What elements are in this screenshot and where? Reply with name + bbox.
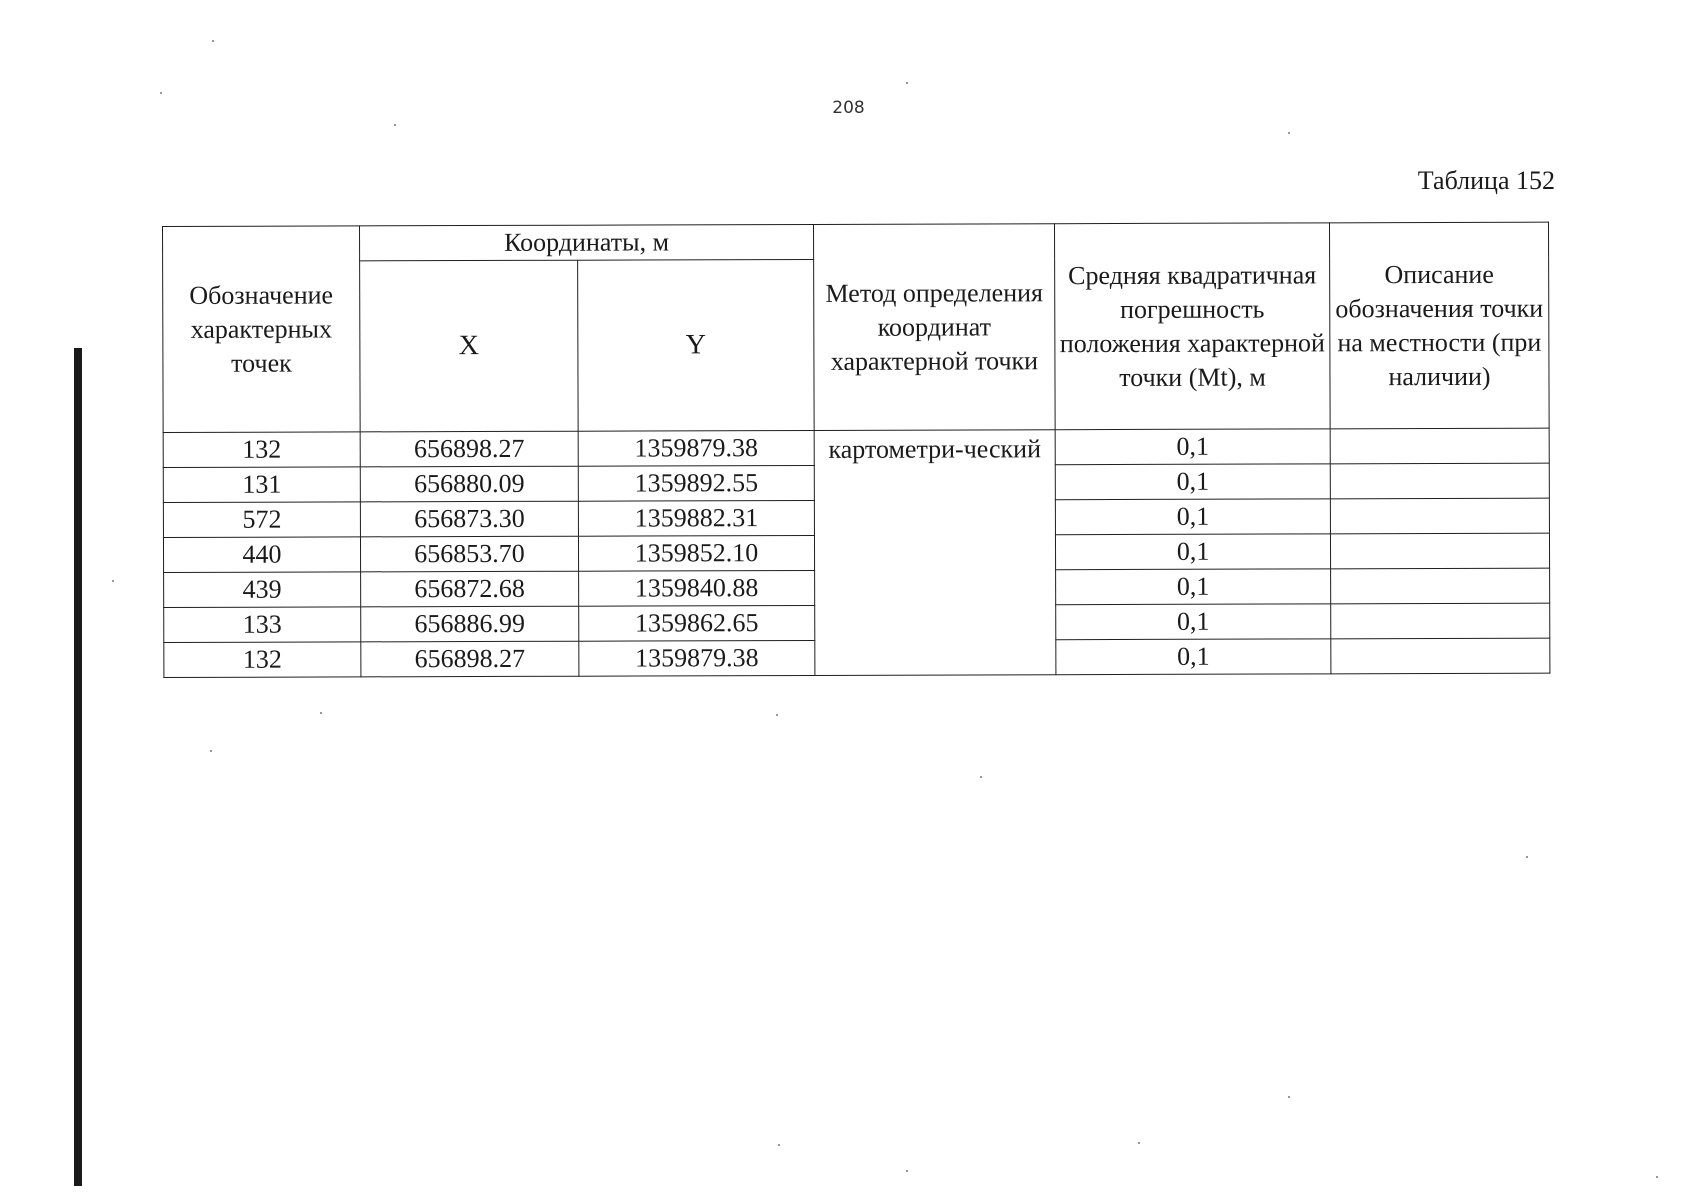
cell-y: 1359852.10 <box>578 535 814 571</box>
scan-speck <box>320 712 322 714</box>
cell-error: 0,1 <box>1055 464 1330 500</box>
scan-speck <box>212 40 214 42</box>
table-caption: Таблица 152 <box>1417 166 1555 195</box>
scan-speck <box>778 1144 780 1146</box>
header-description: Описание обозначения точки на местности (при наличии) <box>1330 222 1550 429</box>
scan-speck <box>210 750 212 752</box>
cell-description <box>1331 568 1550 604</box>
cell-point: 439 <box>164 572 361 608</box>
cell-y: 1359882.31 <box>578 500 814 536</box>
cell-method: картометри-ческий <box>814 430 1056 676</box>
scan-speck <box>1656 1176 1658 1178</box>
header-y: Y <box>578 259 815 431</box>
cell-description <box>1330 428 1549 464</box>
header-x: X <box>360 260 579 432</box>
cell-description <box>1330 533 1549 569</box>
cell-error: 0,1 <box>1056 569 1331 605</box>
cell-x: 656886.99 <box>361 606 579 642</box>
cell-y: 1359862.65 <box>579 605 815 641</box>
header-error: Средняя квадратичная погрешность положения характерной точки (Mt), м <box>1055 223 1331 430</box>
cell-x: 656853.70 <box>360 536 578 572</box>
scan-speck <box>1526 856 1528 858</box>
cell-description <box>1330 498 1549 534</box>
cell-x: 656873.30 <box>360 501 578 537</box>
cell-y: 1359879.38 <box>579 640 815 676</box>
cell-x: 656898.27 <box>361 641 579 677</box>
cell-point: 132 <box>164 642 361 678</box>
cell-x: 656880.09 <box>360 466 578 502</box>
header-coordinates: Координаты, м <box>360 224 814 260</box>
scan-speck <box>160 92 162 94</box>
scan-speck <box>776 714 778 716</box>
cell-description <box>1331 638 1550 674</box>
scan-speck <box>906 82 908 84</box>
cell-error: 0,1 <box>1056 639 1331 675</box>
cell-error: 0,1 <box>1055 534 1330 570</box>
cell-description <box>1331 603 1550 639</box>
cell-y: 1359840.88 <box>579 570 815 606</box>
scan-speck <box>112 580 114 582</box>
scan-speck <box>1138 1142 1140 1144</box>
table-row <box>163 428 1549 467</box>
scan-speck <box>1288 132 1290 134</box>
cell-y: 1359879.38 <box>578 430 814 466</box>
scan-edge-bar <box>74 348 82 1186</box>
cell-point: 131 <box>163 467 360 503</box>
cell-y: 1359892.55 <box>578 465 814 501</box>
page-number: 208 <box>832 98 865 118</box>
cell-point: 132 <box>163 432 360 468</box>
scan-speck <box>980 776 982 778</box>
coordinates-table <box>162 222 1550 678</box>
cell-error: 0,1 <box>1056 604 1331 640</box>
cell-point: 572 <box>163 502 360 538</box>
cell-error: 0,1 <box>1055 429 1330 465</box>
scan-speck <box>1288 1096 1290 1098</box>
scan-speck <box>906 1170 908 1172</box>
cell-x: 656872.68 <box>361 571 579 607</box>
cell-x: 656898.27 <box>360 431 578 467</box>
header-method: Метод определения координат характерной точки <box>814 224 1056 431</box>
cell-error: 0,1 <box>1055 499 1330 535</box>
cell-point: 133 <box>164 607 361 643</box>
scan-speck <box>394 124 396 126</box>
header-point-designation: Обозначение характерных точек <box>163 226 361 433</box>
cell-description <box>1330 463 1549 499</box>
cell-point: 440 <box>163 537 360 573</box>
